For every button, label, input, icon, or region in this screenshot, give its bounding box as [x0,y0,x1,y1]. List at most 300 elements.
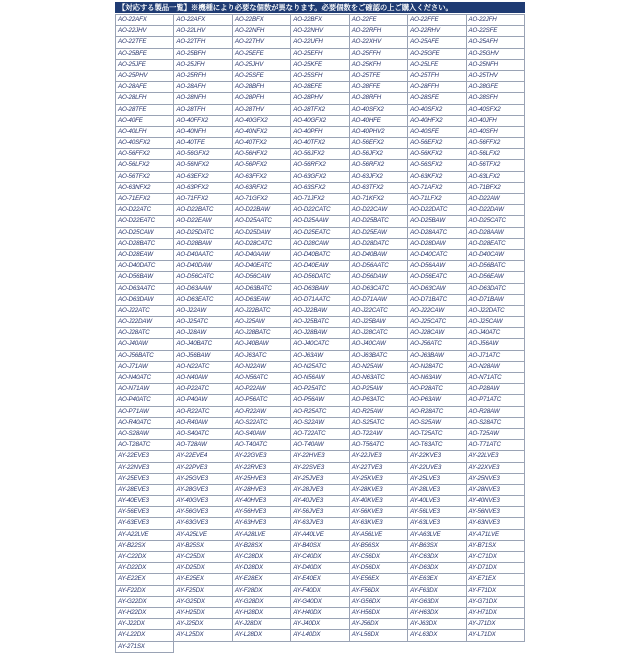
model-cell: AO-P63AW [408,395,466,406]
model-cell: AO-22NHV [291,26,349,37]
table-row [116,507,525,518]
model-cell: AO-63NFX2 [116,183,174,194]
model-cell: AO-D71BAW [467,295,525,306]
model-cell: AO-D22CATC [291,205,349,216]
model-cell: AO-40SFX2 [350,105,408,116]
model-cell: AY-C63DX [408,552,466,563]
model-cell: AO-56TFX2 [467,160,525,171]
model-cell: AY-H28DX [233,608,291,619]
model-cell: AO-P63ATC [350,395,408,406]
model-cell: AO-D28EAW [116,250,174,261]
model-cell: AO-22AFX [116,15,174,26]
model-cell: AO-63KFX2 [408,172,466,183]
model-cell: AO-71LFX2 [408,194,466,205]
model-cell: AO-T71ATC [467,440,525,451]
model-cell: AY-22NVE3 [116,463,174,474]
model-cell: AO-56EFX2 [408,138,466,149]
model-cell: AY-B25SX [174,541,232,552]
model-cell: AY-C22DX [116,552,174,563]
model-cell: AO-25JFE [116,60,174,71]
model-cell: AO-R25ATC [291,407,349,418]
model-cell: AO-22LHV [174,26,232,37]
model-cell: AO-40HFX2 [408,116,466,127]
table-row [116,586,525,597]
model-cell: AO-J63BATC [350,351,408,362]
model-cell: AO-D63EAW [233,295,291,306]
model-cell: AO-J56AW [467,339,525,350]
model-cell: AO-R40ATC [116,418,174,429]
model-cell: AO-J63AW [291,351,349,362]
model-cell: AY-271SX [116,642,174,653]
model-cell: AO-N40AW [174,373,232,384]
model-cell: AO-63GFX2 [291,172,349,183]
model-cell: AO-N56ATC [233,373,291,384]
model-cell: AO-N25AW [350,362,408,373]
model-cell: AO-S22AW [291,418,349,429]
model-cell: AO-71FFX2 [174,194,232,205]
model-cell: AO-T40ATC [233,440,291,451]
model-cell: AY-D56DX [350,563,408,574]
model-cell: AO-P22AW [233,384,291,395]
model-cell: AY-56NVE3 [467,507,525,518]
empty-cell [233,642,291,653]
model-cell: AY-28GVE3 [174,485,232,496]
model-cell: AY-40LVE3 [408,496,466,507]
table-row [116,149,525,160]
table-row [116,82,525,93]
model-cell: AY-A71LVE [467,530,525,541]
table-row [116,351,525,362]
model-cell: AO-P28AW [467,384,525,395]
model-cell: AO-J28ATC [116,328,174,339]
model-cell: AO-56EFX2 [350,138,408,149]
model-cell: AO-71GFX2 [233,194,291,205]
model-cell: AO-D22CAW [350,205,408,216]
table-row [116,183,525,194]
model-cell: AO-22NFH [233,26,291,37]
model-cell: AO-D63AAW [174,284,232,295]
table-row [116,71,525,82]
model-cell: AY-40KVE3 [350,496,408,507]
model-cell: AY-25GVE3 [174,474,232,485]
model-cell: AO-40GFX2 [233,116,291,127]
model-cell: AO-J22DATC [467,306,525,317]
model-cell: AO-D71BATC [408,295,466,306]
table-row [116,317,525,328]
model-cell: AO-D25BATC [350,216,408,227]
model-cell: AO-D28BATC [116,239,174,250]
model-cell: AY-J63DX [408,619,466,630]
model-cell: AO-71EFX2 [116,194,174,205]
model-cell: AY-G22DX [116,597,174,608]
model-cell: AO-D22ATC [116,205,174,216]
table-row [116,429,525,440]
table-row [116,563,525,574]
model-cell: AO-63LFX2 [467,172,525,183]
model-cell: AY-22EVE3 [116,451,174,462]
model-cell: AO-28AFH [174,82,232,93]
model-cell: AO-T63ATC [408,440,466,451]
table-row [116,306,525,317]
model-cell: AO-56JFX2 [291,149,349,160]
model-cell: AY-22KVE3 [408,451,466,462]
model-cell: AO-D25AATC [233,216,291,227]
model-cell: AY-F40DX [291,586,349,597]
model-cell: AY-E63EX [408,574,466,585]
model-cell: AO-40SFH [467,127,525,138]
model-cell: AO-22FFE [408,15,466,26]
model-cell: AO-56RFX2 [350,160,408,171]
model-cell: AO-D28CAW [291,239,349,250]
model-cell: AO-J28BATC [233,328,291,339]
table-row [116,619,525,630]
model-cell: AO-D71AATC [291,295,349,306]
model-cell: AO-D40EATC [233,261,291,272]
model-cell: AO-56TFX2 [116,172,174,183]
model-cell: AY-E25EX [174,574,232,585]
model-cell: AO-N71AW [116,384,174,395]
table-row [116,407,525,418]
model-cell: AO-D22DAW [467,205,525,216]
model-cell: AY-J25DX [174,619,232,630]
model-cell: AO-28TFH [174,105,232,116]
table-row [116,37,525,48]
model-cell: AO-D25CATC [467,216,525,227]
table-row [116,239,525,250]
model-cell: AY-25EVE3 [116,474,174,485]
model-cell: AY-L63DX [408,630,466,641]
model-cell: AO-25AFH [467,37,525,48]
model-cell: AO-63RFX2 [233,183,291,194]
model-cell: AO-J25CAW [467,317,525,328]
model-cell: AO-N71ATC [467,373,525,384]
model-cell: AO-D56AAW [408,261,466,272]
model-cell: AY-28HVE3 [233,485,291,496]
table-row [116,608,525,619]
table-row [116,530,525,541]
table-row [116,15,525,26]
model-cell: AO-25SFE [233,71,291,82]
model-cell: AY-B22SX [116,541,174,552]
model-cell: AO-J25BATC [291,317,349,328]
model-cell: AO-40PFH [291,127,349,138]
model-cell: AY-40HVE3 [233,496,291,507]
model-cell: AO-40LFH [116,127,174,138]
model-cell: AO-63FFX2 [233,172,291,183]
model-cell: AO-22AFX [174,15,232,26]
table-row [116,261,525,272]
model-cell: AO-25AFE [408,37,466,48]
model-cell: AO-D40CAW [467,250,525,261]
model-cell: AO-25KFH [350,60,408,71]
model-cell: AY-F56DX [350,586,408,597]
model-cell: AO-56LFX2 [467,149,525,160]
model-cell: AO-J40ATC [467,328,525,339]
model-cell: AO-J56BAW [174,351,232,362]
model-cell: AO-56PFX2 [233,160,291,171]
table-row [116,451,525,462]
model-cell: AY-G40DX [291,597,349,608]
table-row [116,463,525,474]
model-cell: AO-22BFX [233,15,291,26]
model-cell: AO-J22AW [174,306,232,317]
table-row [116,440,525,451]
model-cell: AO-28PFH [233,93,291,104]
model-cell: AO-P25AW [350,384,408,395]
model-cell: AO-28SFH [467,93,525,104]
model-cell: AY-A63LVE [408,530,466,541]
model-cell: AO-28THV [233,105,291,116]
model-cell: AO-28AFE [116,82,174,93]
model-cell: AY-22JVE3 [350,451,408,462]
model-cell: AO-S28ATC [467,418,525,429]
model-cell: AY-F22DX [116,586,174,597]
model-cell: AO-D56EAW [467,272,525,283]
model-cell: AO-63PFX2 [174,183,232,194]
model-cell: AO-56LFX2 [116,160,174,171]
table-row [116,485,525,496]
model-cell: AO-J56BATC [116,351,174,362]
model-cell: AO-28TFX2 [291,105,349,116]
model-cell: AY-63EVE3 [116,518,174,529]
model-cell: AO-D40BATC [291,250,349,261]
model-cell: AY-C28DX [233,552,291,563]
model-cell: AO-56GFX2 [174,149,232,160]
model-cell: AY-E28EX [233,574,291,585]
model-cell: AY-22LVE3 [467,451,525,462]
model-cell: AO-40TFX2 [233,138,291,149]
model-cell: AO-22THV [233,37,291,48]
model-cell: AO-J22CATC [350,306,408,317]
model-cell: AO-P56ATC [233,395,291,406]
model-cell: AY-G63DX [408,597,466,608]
model-cell: AO-22SFE [467,26,525,37]
model-cell: AO-S40ATC [174,429,232,440]
model-cell: AO-40FFX2 [174,116,232,127]
table-row [116,597,525,608]
model-cell: AY-28KVE3 [350,485,408,496]
model-cell: AO-D25DAW [233,228,291,239]
model-cell: AY-25LVE3 [408,474,466,485]
model-cell: AO-22XHV [350,37,408,48]
model-cell: AO-28NFH [174,93,232,104]
model-cell: AO-D56CAW [233,272,291,283]
model-cell: AY-G28DX [233,597,291,608]
model-cell: AO-25PHV [116,71,174,82]
model-cell: AO-J63ATC [233,351,291,362]
model-cell: AO-D25CAW [116,228,174,239]
model-cell: AO-R28AW [467,407,525,418]
model-cell: AO-40GFX2 [291,116,349,127]
model-cell: AO-N22AW [233,362,291,373]
model-cell: AY-E22EX [116,574,174,585]
table-row [116,295,525,306]
model-cell: AO-56FFX2 [467,138,525,149]
model-cell: AO-40NFH [174,127,232,138]
model-cell: AY-22TVE3 [350,463,408,474]
model-cell: AO-25SFH [291,71,349,82]
model-cell: AO-J25BAW [350,317,408,328]
model-cell: AO-22JFH [467,15,525,26]
model-cell: AY-A25LVE [174,530,232,541]
empty-cell [467,642,525,653]
empty-cell [291,642,349,653]
model-cell: AY-22SVE3 [291,463,349,474]
model-cell: AO-P56AW [291,395,349,406]
model-cell: AY-28JVE3 [291,485,349,496]
table-row [116,26,525,37]
model-cell: AY-G56DX [350,597,408,608]
model-cell: AO-T28AW [174,440,232,451]
table-row [116,339,525,350]
model-cell: AO-J28AW [174,328,232,339]
model-cell: AO-D63CAW [408,284,466,295]
model-cell: AO-D63DATC [467,284,525,295]
model-cell: AY-E56EX [350,574,408,585]
model-cell: AO-28RFH [350,93,408,104]
model-cell: AY-22PVE3 [174,463,232,474]
model-cell: AO-28BFH [233,82,291,93]
model-cell: AO-22BFX [291,15,349,26]
model-cell: AO-D63DAW [116,295,174,306]
model-cell: AO-P40ATC [116,395,174,406]
model-cell: AO-25RFH [174,71,232,82]
table-row [116,228,525,239]
model-cell: AO-25GFE [408,49,466,60]
table-row [116,284,525,295]
model-cell: AO-22RHV [408,26,466,37]
table-row [116,93,525,104]
model-cell: AO-J28BAW [291,328,349,339]
model-cell: AO-63SFX2 [291,183,349,194]
model-cell: AO-D40CATC [408,250,466,261]
model-cell: AY-28NVE3 [467,485,525,496]
model-cell: AO-R40AW [174,418,232,429]
model-cell: AY-A28LVE [233,530,291,541]
table-row [116,60,525,71]
model-cell: AY-22HVE3 [291,451,349,462]
model-cell: AO-63TFX2 [350,183,408,194]
model-cell: AO-25NFH [467,60,525,71]
model-cell: AO-N63ATC [350,373,408,384]
model-cell: AO-P28ATC [408,384,466,395]
model-cell: AY-56JVE3 [291,507,349,518]
model-cell: AO-28TFE [116,105,174,116]
model-cell: AY-D25DX [174,563,232,574]
model-cell: AO-56JFX2 [350,149,408,160]
model-cell: AY-D40DX [291,563,349,574]
model-cell: AY-56EVE3 [116,507,174,518]
empty-cell [408,642,466,653]
model-cell: AO-D28CATC [233,239,291,250]
model-cell: AO-S25ATC [350,418,408,429]
model-cell: AY-G71DX [467,597,525,608]
model-cell: AO-J40BATC [174,339,232,350]
model-cell: AO-N40ATC [116,373,174,384]
model-cell: AO-D56DATC [291,272,349,283]
model-cell: AY-63GVE3 [174,518,232,529]
model-cell: AO-J22BATC [233,306,291,317]
model-cell: AO-D56AATC [350,261,408,272]
model-cell: AO-40JFH [467,116,525,127]
model-cell: AO-40SFX2 [467,105,525,116]
model-cell: AO-J22CAW [408,306,466,317]
model-cell: AO-D22EAW [174,216,232,227]
model-cell: AY-L71DX [467,630,525,641]
model-cell: AO-J40CATC [291,339,349,350]
table-row [116,373,525,384]
model-cell: AO-S22ATC [233,418,291,429]
model-cell: AO-D28DATC [350,239,408,250]
model-cell: AO-P71AW [116,407,174,418]
model-cell: AO-63EFX2 [174,172,232,183]
model-cell: AY-40NVE3 [467,496,525,507]
model-cell: AO-D25EATC [291,228,349,239]
model-cell: AY-H63DX [408,608,466,619]
table-row [116,496,525,507]
model-cell: AY-22GVE3 [233,451,291,462]
table-row [116,574,525,585]
model-cell: AO-28EFE [291,82,349,93]
model-cell: AO-R28ATC [408,407,466,418]
model-cell: AY-F28DX [233,586,291,597]
model-cell: AO-71KFX2 [350,194,408,205]
model-cell: AY-C71DX [467,552,525,563]
model-cell: AO-N22ATC [174,362,232,373]
model-cell: AY-B40SX [291,541,349,552]
model-cell: AO-N28AW [467,362,525,373]
model-cell: AY-L25DX [174,630,232,641]
model-cell: AO-D63BATC [233,284,291,295]
model-cell: AO-D25EAW [350,228,408,239]
model-cell: AO-D71AAW [350,295,408,306]
model-cell: AY-A40LVE [291,530,349,541]
table-row [116,216,525,227]
model-cell: AY-E40EX [291,574,349,585]
model-cell: AY-28LVE3 [408,485,466,496]
model-cell: AY-28EVE3 [116,485,174,496]
model-cell: AO-56SFX2 [408,160,466,171]
model-cell: AO-P25ATC [291,384,349,395]
model-cell: AY-B28SX [233,541,291,552]
model-cell: AY-C40DX [291,552,349,563]
model-cell: AO-R25AW [350,407,408,418]
model-cell: AO-D28AATC [408,228,466,239]
model-cell: AO-P40AW [174,395,232,406]
model-cell: AY-D63DX [408,563,466,574]
model-cell: AY-22XVE3 [467,463,525,474]
model-cell: AY-L28DX [233,630,291,641]
table-row [116,205,525,216]
model-cell: AO-40FE [116,116,174,127]
model-cell: AO-J22ATC [116,306,174,317]
table-row [116,541,525,552]
model-cell: AO-D40DATC [116,261,174,272]
model-cell: AY-56KVE3 [350,507,408,518]
table-row [116,127,525,138]
model-cell: AY-L40DX [291,630,349,641]
model-cell: AY-L56DX [350,630,408,641]
model-cell: AO-D63AATC [116,284,174,295]
model-cell: AY-D71DX [467,563,525,574]
model-cell: AY-63LVE3 [408,518,466,529]
model-cell: AO-S28AW [116,429,174,440]
model-cell: AO-T25AW [467,429,525,440]
model-cell: AY-25HVE3 [233,474,291,485]
model-cell: AO-56FFX2 [116,149,174,160]
model-cell: AY-F25DX [174,586,232,597]
model-cell: AO-T56ATC [350,440,408,451]
